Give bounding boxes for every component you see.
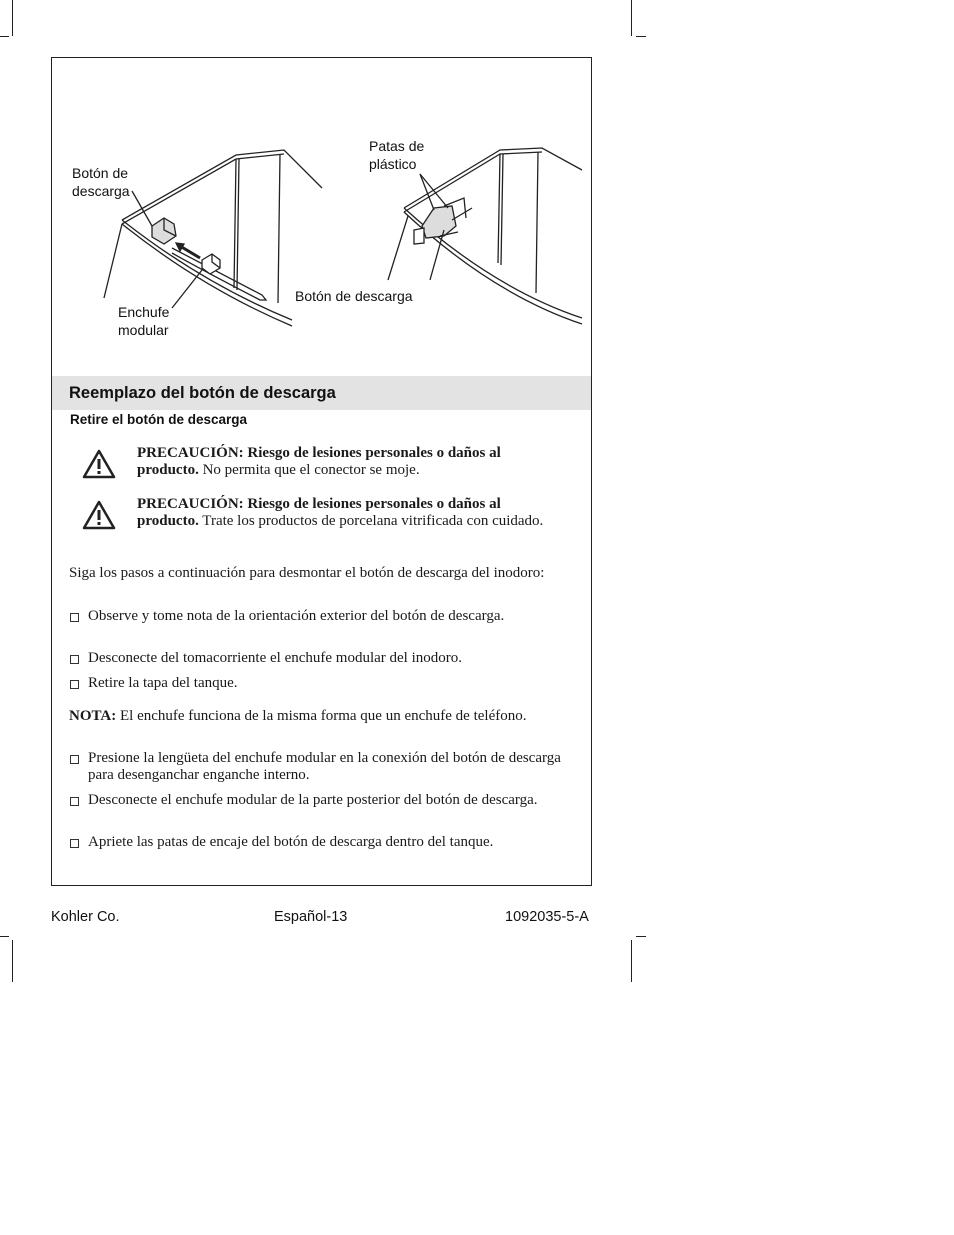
crop-mark — [636, 36, 646, 37]
section-subtitle: Retire el botón de descarga — [70, 412, 248, 427]
label-flush-button-right: Botón de descarga — [295, 288, 413, 304]
label-modular-plug: Enchufe modular — [118, 304, 170, 338]
list-item-text: Desconecte del tomacorriente el enchufe modular del inodoro. — [88, 650, 463, 666]
checkbox-square-icon — [70, 680, 79, 689]
crop-mark — [12, 0, 13, 36]
warning-triangle-icon — [82, 449, 116, 479]
label-plastic-legs: Patas de plástico — [369, 138, 425, 172]
list-item-text: Retire la tapa del tanque. — [88, 675, 238, 691]
section-header — [52, 376, 591, 410]
list-item — [69, 675, 574, 692]
crop-mark — [0, 36, 9, 37]
list-item-text: Apriete las patas de encaje del botón de descarga dentro del tanque. — [88, 834, 494, 850]
list-item-text: Desconecte el enchufe modular de la parte posterior del botón de descarga. — [88, 792, 538, 808]
crop-mark — [631, 0, 632, 36]
caution-1 — [137, 445, 557, 479]
list-item — [69, 834, 574, 851]
crop-mark — [631, 940, 632, 982]
list-item-text: Observe y tome nota de la orientación exterior del botón de descarga. — [88, 608, 505, 624]
note-label: NOTA: — [69, 708, 117, 724]
crop-mark — [636, 936, 646, 937]
list-item — [69, 650, 574, 667]
list-item — [69, 792, 574, 809]
footer-document-id: 1092035-5-A — [505, 909, 589, 925]
crop-mark — [0, 936, 9, 937]
footer-company: Kohler Co. — [51, 909, 120, 925]
footer-page-number: Español-13 — [274, 909, 348, 925]
note-text: El enchufe funciona de la misma forma que un enchufe de teléfono. — [116, 708, 527, 724]
checkbox-square-icon — [70, 839, 79, 848]
list-item — [69, 750, 574, 784]
checkbox-square-icon — [70, 755, 79, 764]
content-frame — [51, 57, 592, 886]
installation-illustration — [52, 58, 591, 376]
section-title: Reemplazo del botón de descarga — [69, 384, 336, 402]
caution-1-text: No permita que el conector se moje. — [198, 462, 420, 478]
checkbox-square-icon — [70, 655, 79, 664]
checkbox-square-icon — [70, 797, 79, 806]
caution-2-text: Trate los productos de porcelana vitrificada con cuidado. — [198, 513, 544, 529]
caution-2-heading: PRECAUCIÓN: Riesgo de lesiones personales o daños al producto. — [137, 496, 501, 529]
note-paragraph — [69, 708, 574, 725]
caution-1-heading: PRECAUCIÓN: Riesgo de lesiones personales o daños al producto. — [137, 445, 501, 478]
crop-mark — [12, 940, 13, 982]
list-item-text: Presione la lengüeta del enchufe modular en la conexión del botón de descarga para desenganchar enganche interno. — [88, 750, 561, 783]
list-item — [69, 608, 574, 625]
warning-triangle-icon — [82, 500, 116, 530]
caution-2 — [137, 496, 557, 530]
checkbox-square-icon — [70, 613, 79, 622]
label-flush-button-left: Botón de descarga — [72, 165, 130, 199]
intro-paragraph: Siga los pasos a continuación para desmontar el botón de descarga del inodoro: — [69, 565, 545, 581]
